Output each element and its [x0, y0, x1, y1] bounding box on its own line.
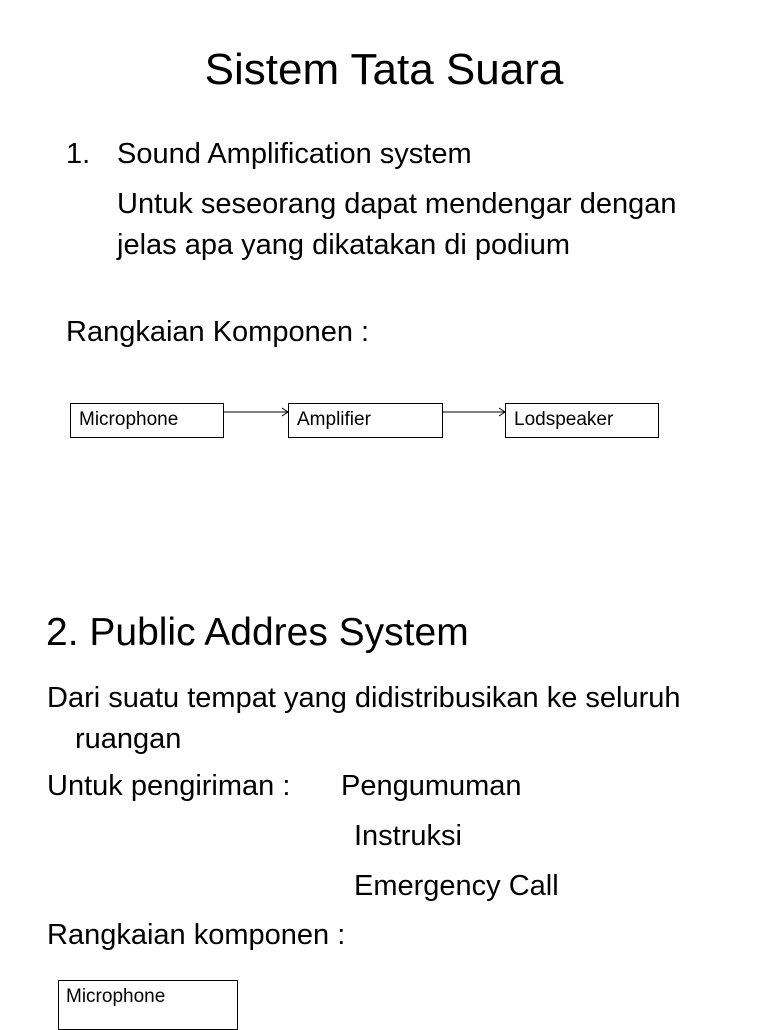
diagram-box-microphone: Microphone [70, 403, 224, 438]
purpose-label: Untuk pengiriman : [47, 770, 291, 802]
list-item-description: Untuk seseorang dapat mendengar dengan jelas apa yang dikatakan di podium [117, 188, 677, 261]
section-title: 2. Public Addres System [46, 611, 469, 654]
section-description: Dari suatu tempat yang didistribusikan ke seluruh ruangan [47, 682, 681, 755]
purpose-item: Emergency Call [354, 870, 559, 902]
page-title: Sistem Tata Suara [204, 45, 564, 94]
list-item-title: Sound Amplification system [117, 138, 472, 170]
purpose-item: Instruksi [354, 820, 462, 852]
components-label: Rangkaian komponen : [47, 919, 346, 951]
components-label: Rangkaian Komponen : [66, 316, 370, 348]
diagram-arrow [443, 405, 507, 419]
purpose-item: Pengumuman [341, 770, 522, 802]
diagram-box-amplifier: Amplifier [288, 403, 443, 438]
diagram-box-microphone: Microphone [58, 980, 238, 1030]
diagram-box-loudspeaker: Lodspeaker [505, 403, 659, 438]
list-item-number: 1. [66, 138, 91, 170]
diagram-arrow [224, 405, 290, 419]
